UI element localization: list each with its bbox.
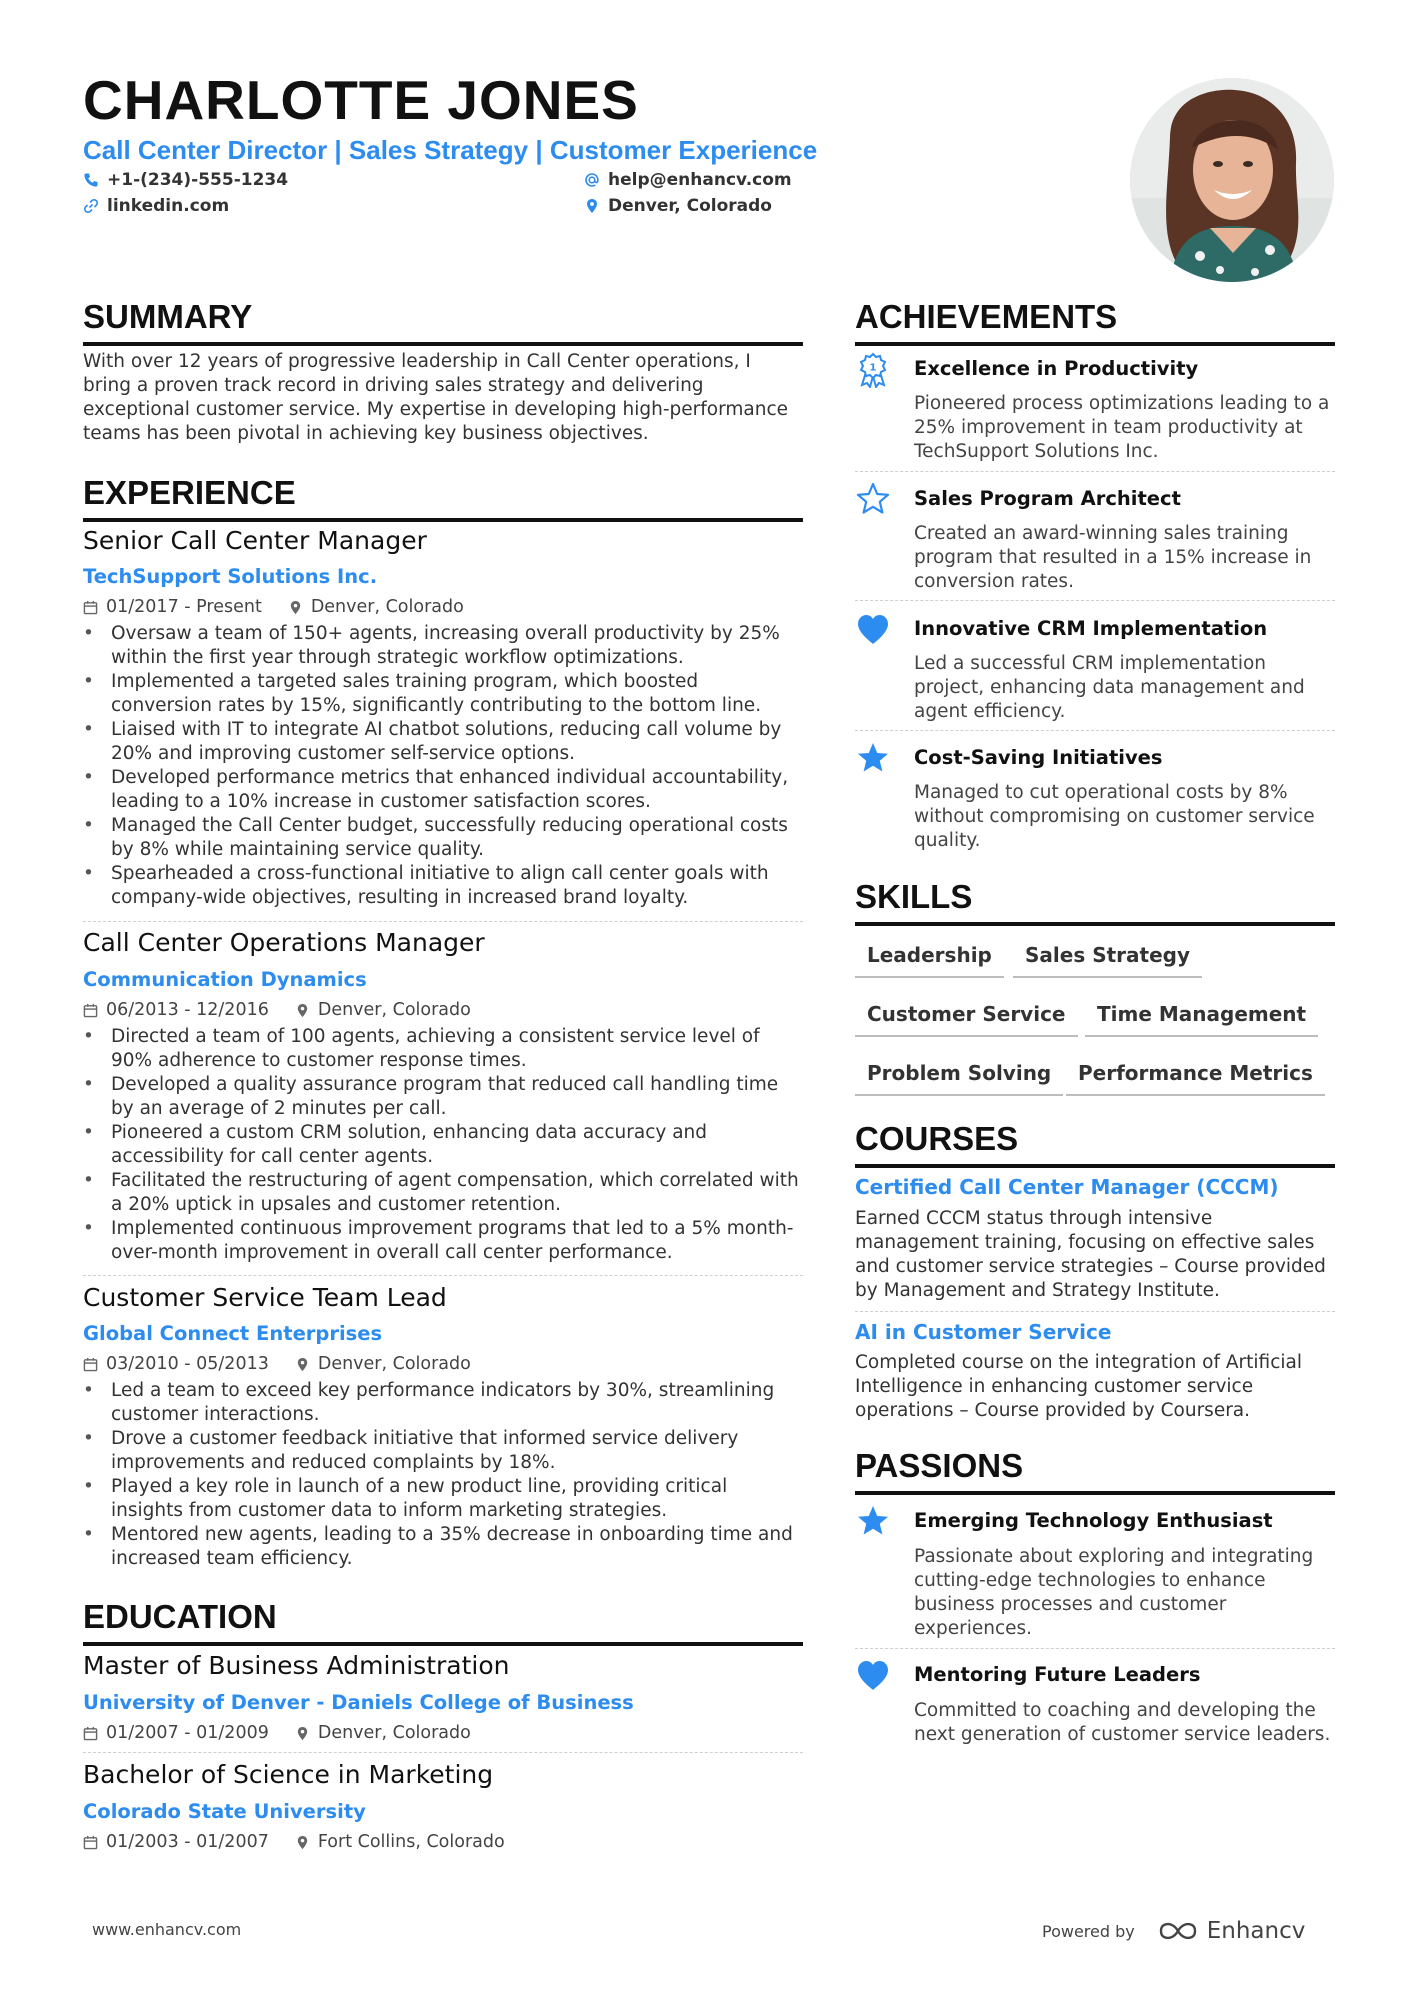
job-bullets — [83, 622, 803, 910]
list-item: • Liaised with IT to integrate AI chatbot solutions, reducing call volume by 20% and improving customer self-service options. — [83, 718, 803, 766]
enhancv-logo[interactable] — [1157, 1918, 1306, 1944]
location-pin-icon — [295, 1835, 310, 1850]
divider — [855, 1648, 1335, 1649]
job-meta — [83, 1354, 497, 1374]
phone-text: +1-(234)-555-1234 — [107, 170, 289, 190]
school-name: University of Denver - Daniels College of Business — [83, 1691, 634, 1714]
list-item: • Developed a quality assurance program that reduced call handling time by an average of 2 minutes per call. — [83, 1073, 803, 1121]
linkedin-text: linkedin.com — [107, 196, 230, 216]
location-pin-icon — [584, 198, 600, 214]
skill-tag: Problem Solving — [855, 1061, 1063, 1096]
job-location: Denver, Colorado — [310, 597, 464, 617]
divider — [83, 921, 803, 922]
education-dates: 01/2007 - 01/2009 — [106, 1723, 269, 1743]
list-item: • Directed a team of 100 agents, achieving a consistent service level of 90% adherence to customer response times. — [83, 1025, 803, 1073]
divider — [83, 1275, 803, 1276]
job-meta — [83, 1000, 497, 1020]
job-meta — [83, 597, 490, 617]
course-description: Earned CCCM status through intensive management training, focusing on effective sales and customer service strategies – Course provided by Management and Strategy Institute. — [855, 1208, 1326, 1301]
divider — [855, 730, 1335, 731]
star-outline-icon — [855, 481, 891, 517]
job-bullets — [83, 1379, 803, 1571]
skill-tag: Customer Service — [855, 1002, 1078, 1037]
contact-location — [584, 196, 772, 216]
job-title: Customer Service Team Lead — [83, 1283, 447, 1312]
divider — [83, 1752, 803, 1753]
list-item: • Led a team to exceed key performance indicators by 30%, streamlining customer interactions. — [83, 1379, 803, 1427]
education-meta — [83, 1723, 497, 1743]
job-dates: 06/2013 - 12/2016 — [106, 1000, 269, 1020]
list-item: • Spearheaded a cross-functional initiative to align call center goals with company-wide objectives, resulting in increased brand loyalty. — [83, 862, 803, 910]
education-location: Denver, Colorado — [317, 1723, 471, 1743]
job-title: Senior Call Center Manager — [83, 526, 427, 555]
passion-title: Emerging Technology Enthusiast — [914, 1509, 1273, 1532]
experience-section-title: EXPERIENCE — [83, 474, 803, 522]
list-item: • Oversaw a team of 150+ agents, increasing overall productivity by 25% within the first year through strategic workflow optimizations. — [83, 622, 803, 670]
footer-branding — [1042, 1918, 1305, 1944]
calendar-icon — [83, 1726, 98, 1741]
candidate-headline: Call Center Director | Sales Strategy | Customer Experience — [83, 135, 818, 165]
job-location: Denver, Colorado — [317, 1354, 471, 1374]
passion-description: Committed to coaching and developing the next generation of customer service leaders. — [914, 1700, 1331, 1745]
star-filled-icon — [855, 1503, 891, 1539]
job-location: Denver, Colorado — [317, 1000, 471, 1020]
summary-section-title: SUMMARY — [83, 298, 803, 346]
list-item: • Drove a customer feedback initiative that informed service delivery improvements and reduced complaints by 18%. — [83, 1427, 803, 1475]
heart-icon — [855, 1658, 891, 1694]
company-name: Communication Dynamics — [83, 968, 367, 991]
job-title: Call Center Operations Manager — [83, 928, 485, 957]
contact-phone — [83, 170, 288, 190]
star-filled-icon — [855, 740, 891, 776]
calendar-icon — [83, 600, 98, 615]
phone-icon — [83, 172, 99, 188]
passion-description: Passionate about exploring and integrating cutting-edge technologies to enhance business processes and customer experiences. — [914, 1546, 1314, 1639]
skill-tag: Time Management — [1085, 1002, 1318, 1037]
calendar-icon — [83, 1357, 98, 1372]
contact-email[interactable] — [584, 170, 792, 190]
degree-title: Master of Business Administration — [83, 1651, 510, 1680]
job-bullets — [83, 1025, 803, 1265]
divider — [855, 471, 1335, 472]
list-item: • Implemented a targeted sales training program, which boosted conversion rates by 15%, significantly contributing to the bottom line. — [83, 670, 803, 718]
location-pin-icon — [295, 1726, 310, 1741]
course-title: Certified Call Center Manager (CCCM) — [855, 1175, 1279, 1199]
heart-icon — [855, 612, 891, 648]
powered-by-label: Powered by — [1042, 1921, 1135, 1941]
at-icon — [584, 172, 600, 188]
course-title: AI in Customer Service — [855, 1320, 1112, 1344]
location-pin-icon — [295, 1357, 310, 1372]
calendar-icon — [83, 1835, 98, 1850]
degree-title: Bachelor of Science in Marketing — [83, 1760, 494, 1789]
divider — [855, 600, 1335, 601]
skill-tag: Leadership — [855, 943, 1004, 978]
company-name: Global Connect Enterprises — [83, 1322, 383, 1345]
svg-text:1: 1 — [869, 362, 877, 374]
infinity-logo-icon — [1157, 1920, 1199, 1942]
summary-text: With over 12 years of progressive leadership in Call Center operations, I bring a proven track record in driving sales strategy and delivering exceptional customer service. My expertise in developing high-performance teams has been pivotal in achieving key business objectives. — [83, 351, 788, 444]
list-item: • Mentored new agents, leading to a 35% decrease in onboarding time and increased team efficiency. — [83, 1523, 803, 1571]
course-description: Completed course on the integration of Artificial Intelligence in enhancing customer service operations – Course provided by Coursera. — [855, 1352, 1302, 1421]
achievement-title: Innovative CRM Implementation — [914, 617, 1268, 640]
list-item: • Developed performance metrics that enhanced individual accountability, leading to a 10% increase in customer satisfaction scores. — [83, 766, 803, 814]
skill-tag: Sales Strategy — [1013, 943, 1202, 978]
achievement-description: Pioneered process optimizations leading to a 25% improvement in team productivity at TechSupport Solutions Inc. — [914, 393, 1330, 462]
achievement-title: Cost-Saving Initiatives — [914, 746, 1163, 769]
achievement-description: Led a successful CRM implementation project, enhancing data management and agent efficiency. — [914, 653, 1305, 722]
achievement-title: Sales Program Architect — [914, 487, 1181, 510]
list-item: • Facilitated the restructuring of agent compensation, which correlated with a 20% uptick in upsales and customer retention. — [83, 1169, 803, 1217]
job-dates: 03/2010 - 05/2013 — [106, 1354, 269, 1374]
location-pin-icon — [295, 1003, 310, 1018]
company-name: TechSupport Solutions Inc. — [83, 565, 378, 588]
calendar-icon — [83, 1003, 98, 1018]
skill-tag: Performance Metrics — [1066, 1061, 1325, 1096]
link-icon — [83, 198, 99, 214]
location-pin-icon — [288, 600, 303, 615]
profile-photo — [1130, 78, 1334, 282]
brand-name: Enhancv — [1206, 1918, 1306, 1944]
education-location: Fort Collins, Colorado — [317, 1832, 505, 1852]
award-ribbon-icon — [855, 352, 891, 388]
skills-section-title: SKILLS — [855, 878, 1335, 926]
education-section-title: EDUCATION — [83, 1598, 803, 1646]
list-item: • Implemented continuous improvement programs that led to a 5% month-over-month improvement in overall call center performance. — [83, 1217, 803, 1265]
education-dates: 01/2003 - 01/2007 — [106, 1832, 269, 1852]
divider — [855, 1311, 1335, 1312]
education-meta — [83, 1832, 531, 1852]
courses-section-title: COURSES — [855, 1120, 1335, 1168]
footer-website[interactable]: www.enhancv.com — [92, 1920, 242, 1939]
passions-section-title: PASSIONS — [855, 1447, 1335, 1495]
list-item: • Pioneered a custom CRM solution, enhancing data accuracy and accessibility for call center agents. — [83, 1121, 803, 1169]
location-text: Denver, Colorado — [608, 196, 772, 216]
school-name: Colorado State University — [83, 1800, 366, 1823]
achievements-section-title: ACHIEVEMENTS — [855, 298, 1335, 346]
contact-linkedin[interactable] — [83, 196, 229, 216]
list-item: • Managed the Call Center budget, successfully reducing operational costs by 8% while maintaining service quality. — [83, 814, 803, 862]
achievement-description: Created an award-winning sales training program that resulted in a 15% increase in conversion rates. — [914, 523, 1312, 592]
achievement-description: Managed to cut operational costs by 8% without compromising on customer service quality. — [914, 782, 1315, 851]
job-dates: 01/2017 - Present — [106, 597, 262, 617]
passion-title: Mentoring Future Leaders — [914, 1663, 1201, 1686]
candidate-name: CHARLOTTE JONES — [83, 69, 639, 131]
email-text: help@enhancv.com — [608, 170, 792, 190]
list-item: • Played a key role in launch of a new product line, providing critical insights from customer data to inform marketing strategies. — [83, 1475, 803, 1523]
achievement-title: Excellence in Productivity — [914, 357, 1199, 380]
